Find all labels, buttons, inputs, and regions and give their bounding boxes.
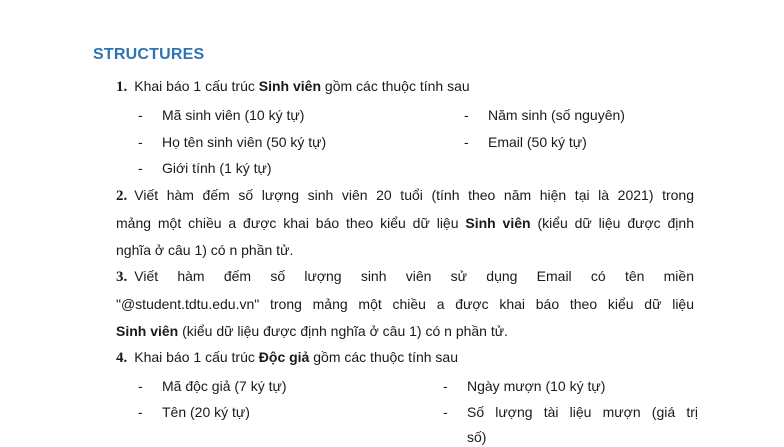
question-1 [116,73,694,101]
list-item-text: Tên (20 ký tự) [162,404,250,420]
question-line [116,182,694,210]
question-text: gồm các thuộc tính sau [309,349,458,365]
dash-bullet: - [443,404,448,420]
section-heading: STRUCTURES [93,46,205,63]
list-item-text: Ngày mượn (10 ký tự) [467,378,606,394]
question-text: (kiểu dữ liệu được định [530,215,694,231]
question-4 [116,344,694,372]
list-item-text: Email (50 ký tự) [488,134,587,150]
list-item [138,158,272,178]
list-item-text: Họ tên sinh viên (50 ký tự) [162,134,327,150]
question-text: Viết hàm đếm số lượng sinh viên sử dụng Email có tên miền [134,268,694,284]
question-text: mảng một chiều a được khai báo theo kiểu dữ liệu [116,215,466,231]
question-number: 2. [116,188,128,204]
question-text: (kiểu dữ liệu được định nghĩa ở câu 1) có n phần tử. [178,323,509,339]
list-item-text: số) [467,429,487,445]
dash-bullet: - [138,378,143,394]
question-text: Khai báo 1 cấu trúc [134,78,259,94]
question-text: Khai báo 1 cấu trúc [134,349,259,365]
list-item [138,132,326,152]
question-text: nghĩa ở câu 1) có n phần tử. [116,242,294,258]
question-line [116,210,694,237]
list-item [464,105,625,125]
dash-bullet: - [138,107,143,123]
question-text: gồm các thuộc tính sau [321,78,470,94]
list-item [138,105,304,125]
question-bold-text: Sinh viên [258,78,322,94]
list-item [464,132,587,152]
list-item-text: Số lượng tài liệu mượn (giá trị [467,404,698,420]
dash-bullet: - [464,107,469,123]
dash-bullet: - [464,134,469,150]
question-number: 3. [116,269,128,285]
list-item [138,376,287,396]
question-line [116,318,694,345]
list-item-text: Mã độc giả (7 ký tự) [162,378,287,394]
list-item [443,376,605,396]
dash-bullet: - [138,404,143,420]
question-2 [116,182,694,264]
question-line [116,291,694,318]
dash-bullet: - [138,160,143,176]
question-3 [116,263,694,345]
question-text: "@student.tdtu.edu.vn" trong mảng một chiều a được khai báo theo kiểu dữ liệu [116,296,694,312]
list-item [138,402,250,422]
question-line [116,237,694,264]
list-item-text: Giới tính (1 ký tự) [162,160,272,176]
list-item-text: Mã sinh viên (10 ký tự) [162,107,305,123]
question-bold-text: Sinh viên [465,215,531,231]
list-item [443,402,698,422]
question-number: 1. [116,79,128,95]
list-item-continuation [467,427,486,447]
dash-bullet: - [443,378,448,394]
question-line [116,263,694,291]
question-text: Viết hàm đếm số lượng sinh viên 20 tuổi (tính theo năm hiện tại là 2021) trong [134,187,694,203]
question-number: 4. [116,350,128,366]
question-bold-text: Sinh viên [116,323,179,339]
dash-bullet: - [138,134,143,150]
question-bold-text: Độc giả [258,349,310,365]
list-item-text: Năm sinh (số nguyên) [488,107,625,123]
